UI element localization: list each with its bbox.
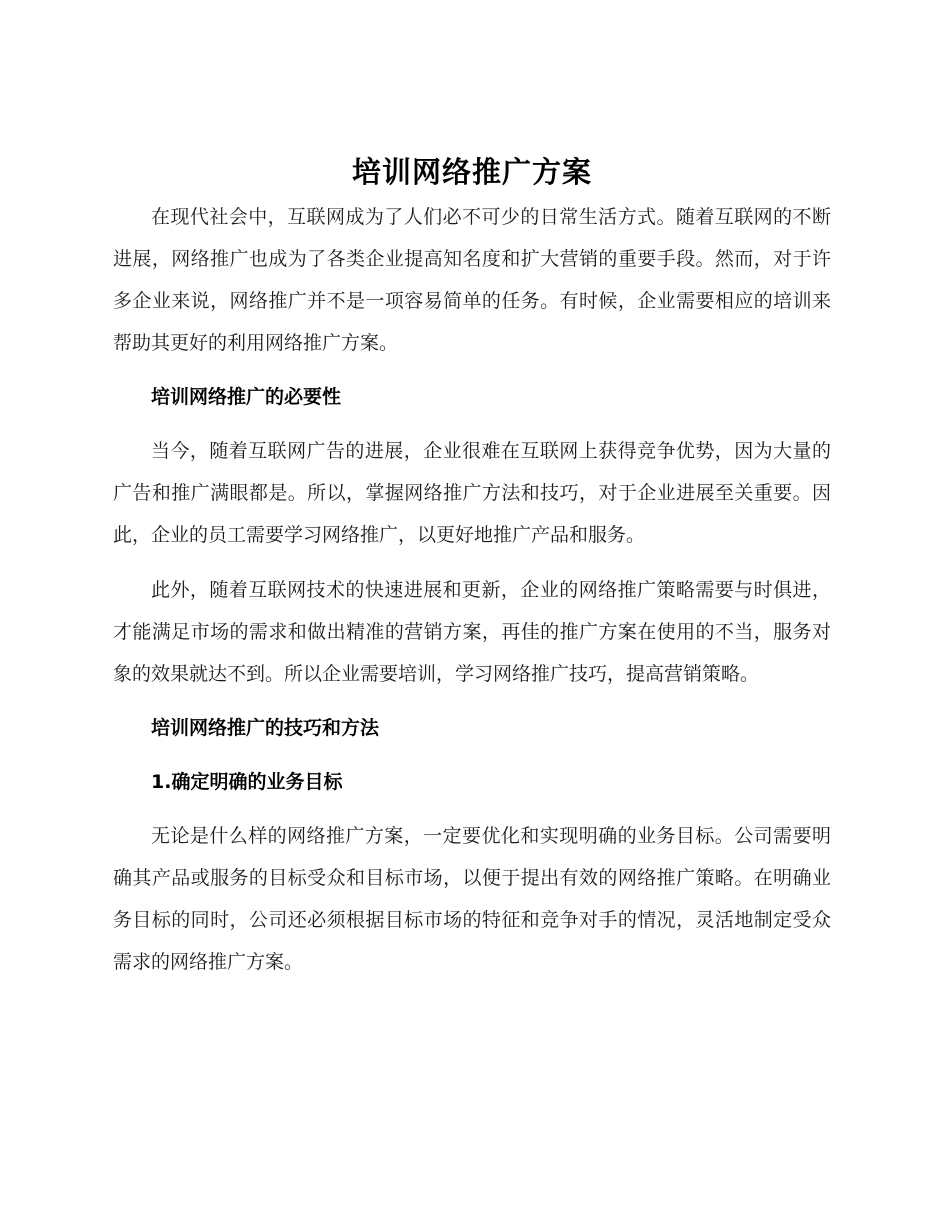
section-heading-techniques: 培训网络推广的技巧和方法: [151, 717, 380, 739]
intro-paragraph: 在现代社会中，互联网成为了人们必不可少的日常生活方式。随着互联网的不断进展，网络推广也成为了各类企业提高知名度和扩大营销的重要手段。然而，对于许多企业来说，网络推广并不是一项容易简单的任务。有时候，企业需要相应的培训来帮助其更好的利用网络推广方案。: [113, 206, 831, 354]
necessity-paragraph-2: 此外，随着互联网技术的快速进展和更新，企业的网络推广策略需要与时俱进，才能满足市场的需求和做出精准的营销方案，再佳的推广方案在使用的不当，服务对象的效果就达不到。所以企业需要培训，学习网络推广技巧，提高营销策略。: [113, 579, 831, 685]
subheading-business-goal: 1.确定明确的业务目标: [151, 771, 343, 793]
necessity-paragraph-1: 当今，随着互联网广告的进展，企业很难在互联网上获得竞争优势，因为大量的广告和推广满眼都是。所以，掌握网络推广方法和技巧，对于企业进展至关重要。因此，企业的员工需要学习网络推广，以更好地推广产品和服务。: [113, 440, 831, 546]
business-goal-paragraph: 无论是什么样的网络推广方案，一定要优化和实现明确的业务目标。公司需要明确其产品或服务的目标受众和目标市场，以便于提出有效的网络推广策略。在明确业务目标的同时，公司还必须根据目标市场的特征和竞争对手的情况，灵活地制定受众需求的网络推广方案。: [113, 825, 831, 973]
section-heading-necessity: 培训网络推广的必要性: [151, 386, 342, 408]
document-body: [113, 148, 831, 983]
document-title: 培训网络推广方案: [351, 155, 592, 189]
